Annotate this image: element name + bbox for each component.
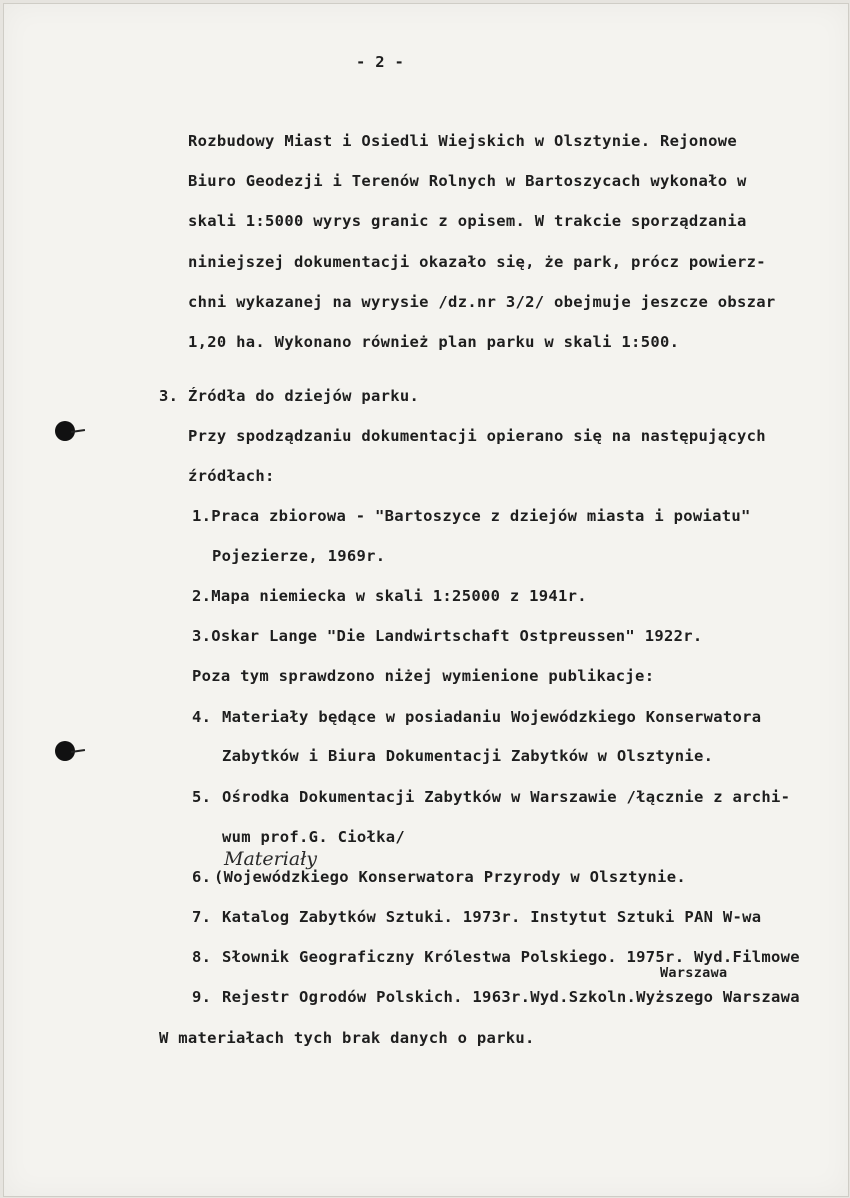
paragraph-line: niniejszej dokumentacji okazało się, że park, prócz powierz-	[188, 253, 766, 271]
source-item: 2.Mapa niemiecka w skali 1:25000 z 1941r.	[192, 587, 587, 605]
source-item-continuation: Pojezierze, 1969r.	[212, 547, 386, 565]
publication-item: Ośrodka Dokumentacji Zabytków w Warszawie /łącznie z archi-	[222, 788, 791, 806]
paragraph-line: chni wykazanej na wyrysie /dz.nr 3/2/ obejmuje jeszcze obszar	[188, 293, 776, 311]
paragraph-line: skali 1:5000 wyrys granic z opisem. W trakcie sporządzania	[188, 212, 747, 230]
punch-hole	[55, 421, 75, 441]
publication-item: (Wojewódzkiego Konserwatora Przyrody w Olsztynie.	[214, 868, 686, 886]
section-intro-line: źródłach:	[188, 467, 275, 485]
publication-number: 7.	[192, 908, 212, 926]
closing-sentence: W materiałach tych brak danych o parku.	[159, 1029, 535, 1047]
publication-item: Materiały będące w posiadaniu Wojewódzkiego Konserwatora	[222, 708, 762, 726]
publication-number: 5.	[192, 788, 212, 806]
publication-number: 6.	[192, 868, 212, 886]
paragraph-line: Rozbudowy Miast i Osiedli Wiejskich w Olsztynie. Rejonowe	[188, 132, 738, 150]
section-intro-line: Przy spodządzaniu dokumentacji opierano się na następujących	[188, 427, 766, 445]
publication-number: 9.	[192, 988, 212, 1006]
section-number: 3.	[159, 387, 179, 405]
publication-number: 4.	[192, 708, 212, 726]
paragraph-line: 1,20 ha. Wykonano również plan parku w skali 1:500.	[188, 333, 680, 351]
checked-intro: Poza tym sprawdzono niżej wymienione publikacje:	[192, 667, 655, 685]
publication-item: Słownik Geograficzny Królestwa Polskiego. 1975r. Wyd.Filmowe	[222, 948, 800, 966]
publication-number: 8.	[192, 948, 212, 966]
handwritten-insert: Materiały	[224, 848, 318, 870]
publication-item-continuation: Warszawa	[660, 965, 728, 981]
punch-hole	[55, 741, 75, 761]
publication-item-continuation: wum prof.G. Ciołka/	[222, 828, 406, 846]
paragraph-line: Biuro Geodezji i Terenów Rolnych w Bartoszycach wykonało w	[188, 172, 747, 190]
document-page	[3, 3, 849, 1197]
source-item: 3.Oskar Lange "Die Landwirtschaft Ostpreussen" 1922r.	[192, 627, 703, 645]
section-title: Źródła do dziejów parku.	[188, 387, 420, 405]
page-number: - 2 -	[356, 53, 405, 71]
publication-item-continuation: Zabytków i Biura Dokumentacji Zabytków w Olsztynie.	[222, 747, 714, 765]
source-item: 1.Praca zbiorowa - "Bartoszyce z dziejów miasta i powiatu"	[192, 507, 751, 525]
publication-item: Katalog Zabytków Sztuki. 1973r. Instytut Sztuki PAN W-wa	[222, 908, 762, 926]
publication-item: Rejestr Ogrodów Polskich. 1963r.Wyd.Szkoln.Wyższego Warszawa	[222, 988, 800, 1006]
